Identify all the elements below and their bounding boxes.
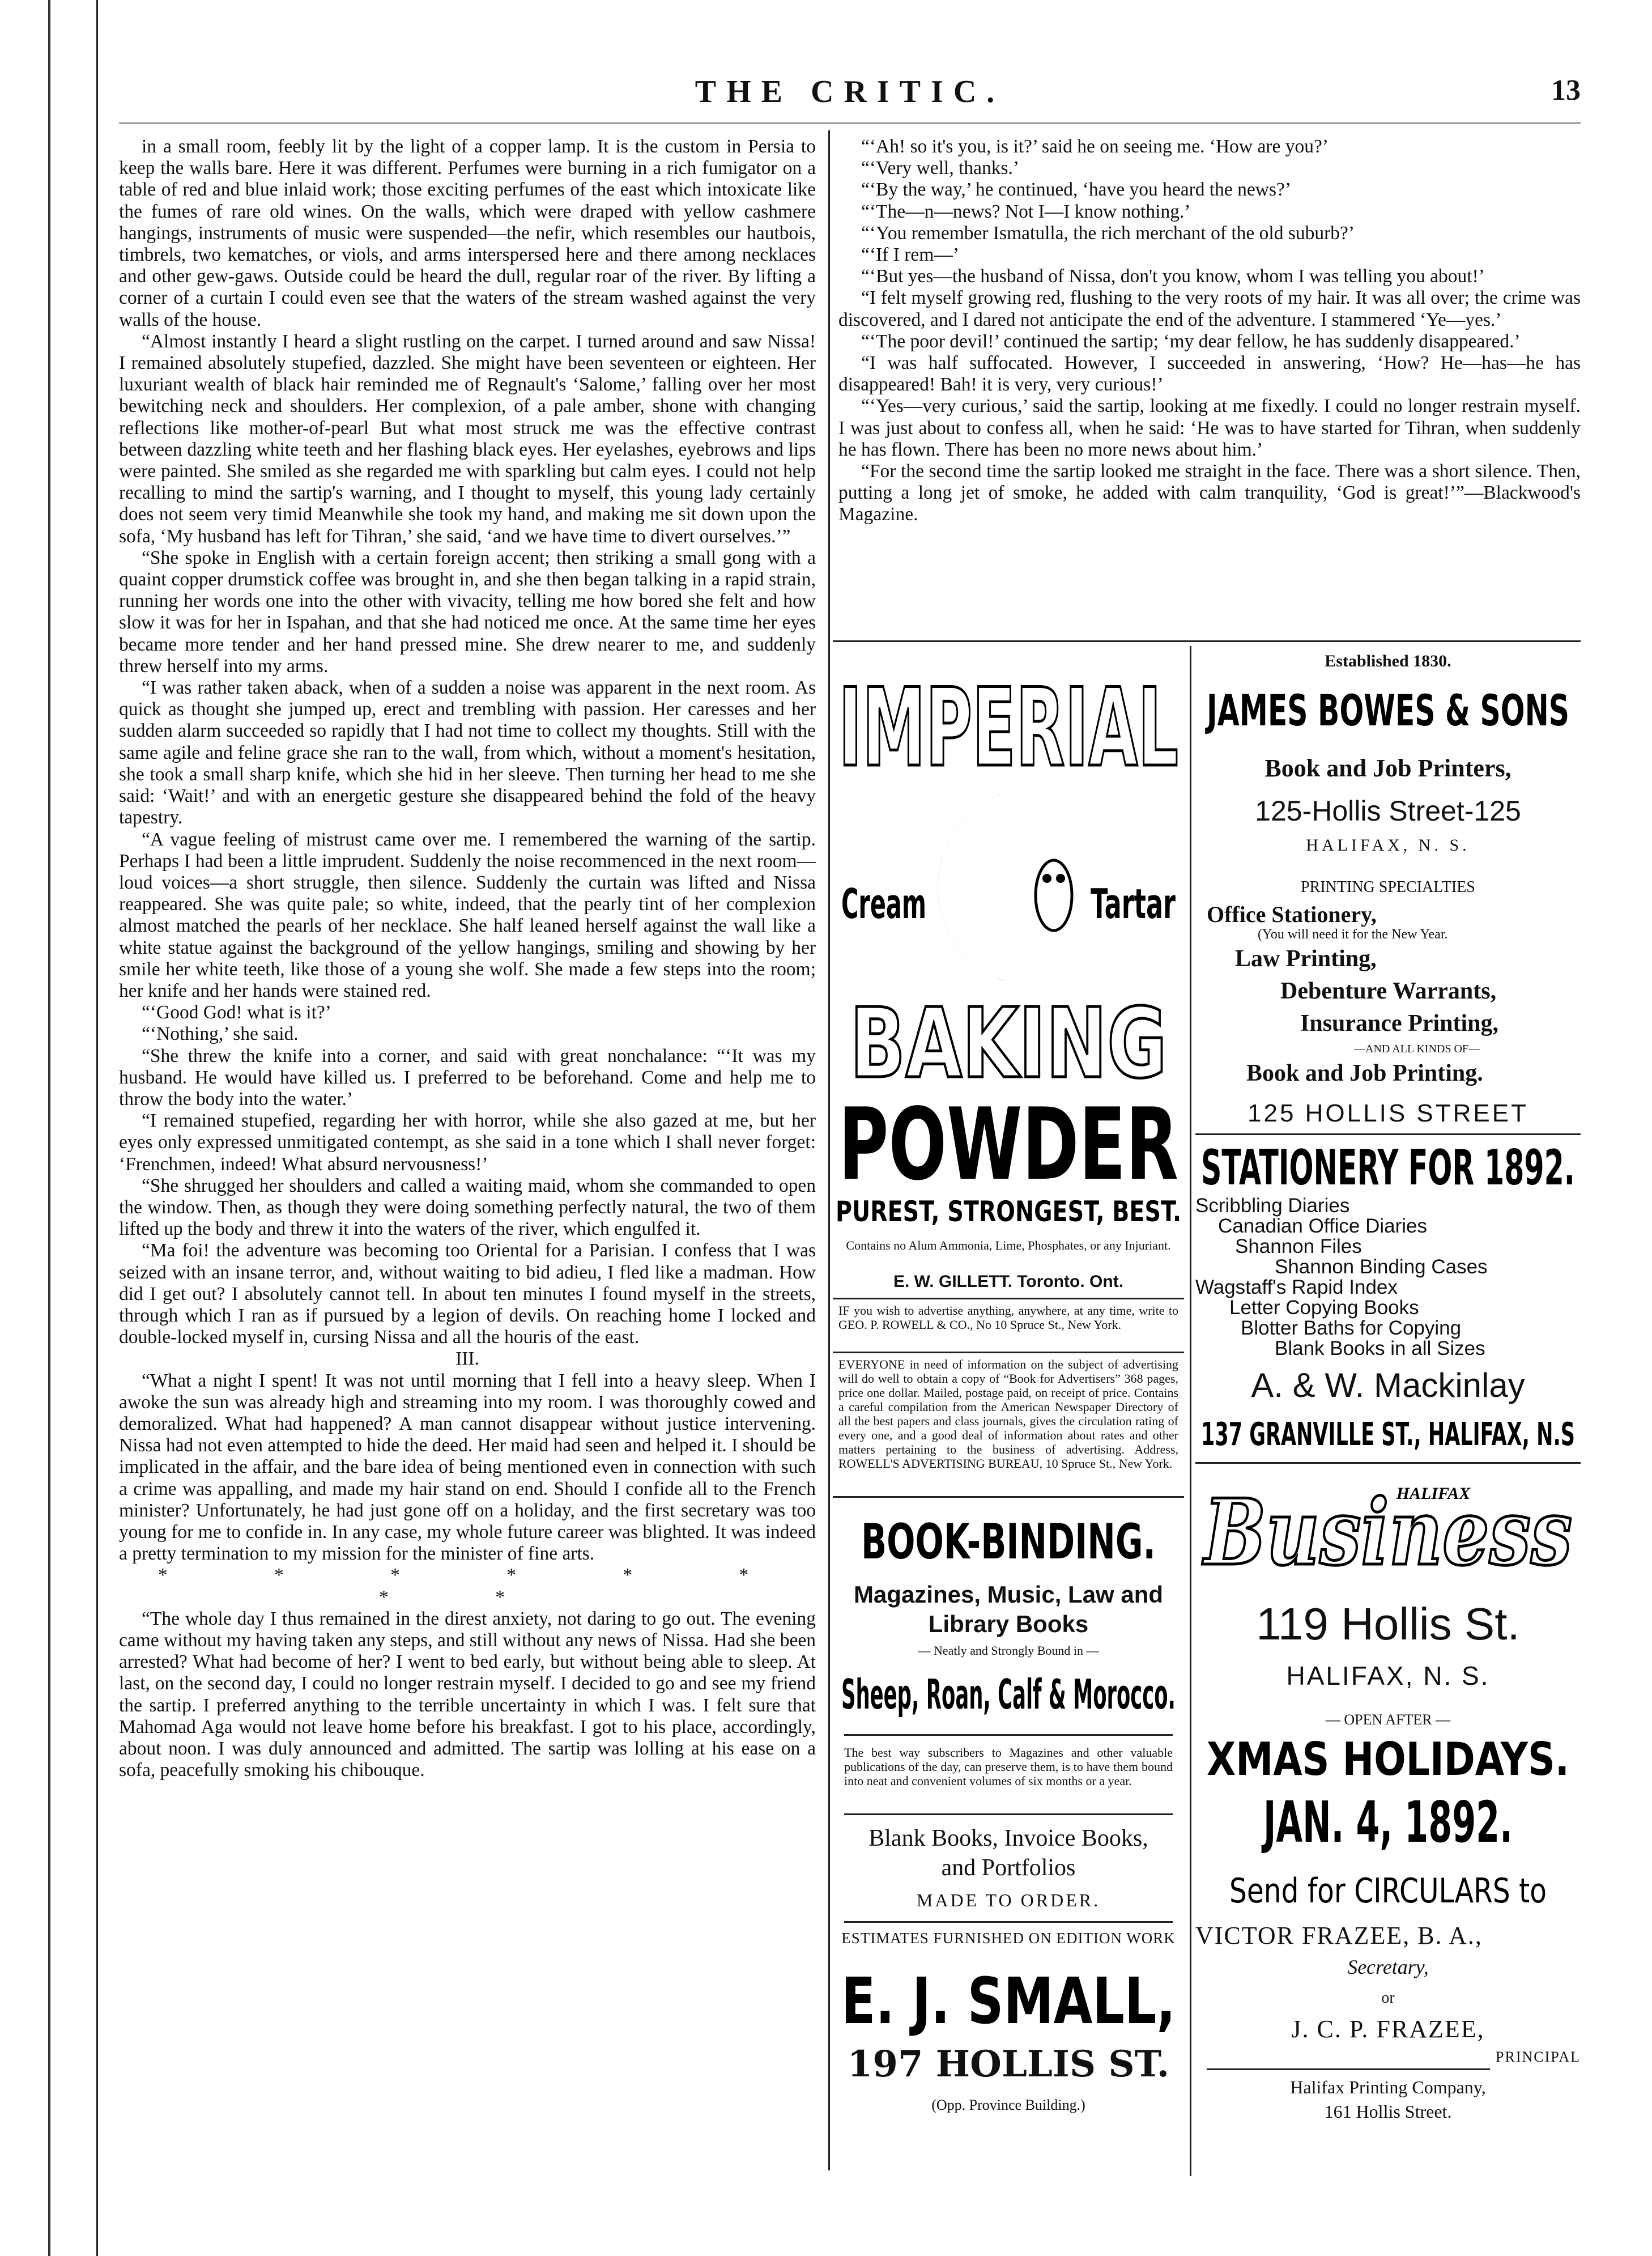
bowes-established: Established 1830. bbox=[1325, 652, 1451, 670]
bookbinding-line1: Magazines, Music, Law and bbox=[853, 1581, 1164, 1608]
bowes-insurance: Insurance Printing, bbox=[1300, 1010, 1499, 1036]
business-college-ad bbox=[1195, 1468, 1581, 2170]
bookbinding-estimates: ESTIMATES FURNISHED ON EDITION WORK bbox=[841, 1930, 1176, 1947]
article-paragraph: “‘By the way,’ he continued, ‘have you heard the news?’ bbox=[861, 179, 1292, 201]
baking-word: BAKING bbox=[850, 988, 1167, 1100]
business-city: HALIFAX, N. S. bbox=[1286, 1661, 1490, 1690]
binding-line bbox=[48, 0, 50, 2256]
ads-divider bbox=[1190, 646, 1191, 2176]
stationery-item: Canadian Office Diaries bbox=[1218, 1215, 1427, 1237]
article-paragraph: “For the second time the sartip looked me straight in the face. There was a short silence. Then, putting a long jet of smoke, he added with calm tranquility, ‘God is great!’”—Blackwood's Magazine. bbox=[838, 461, 1581, 525]
bookbinding-made: MADE TO ORDER. bbox=[916, 1890, 1101, 1910]
bowes-name: JAMES BOWES & SONS bbox=[1204, 685, 1569, 736]
article-paragraph: “‘Nothing,’ she said. bbox=[142, 1023, 299, 1045]
imperial-contains: Contains no Alum Ammonia, Lime, Phosphates, or any Injuriant. bbox=[846, 1238, 1171, 1252]
bookbinding-materials-art bbox=[833, 1663, 1184, 1726]
small-opp: (Opp. Province Building.) bbox=[931, 2097, 1085, 2113]
business-send: Send for CIRCULARS to bbox=[1229, 1871, 1547, 1911]
article-paragraph: “I felt myself growing red, flushing to the very roots of my hair. It was all over; the crime was discovered, and I dared not anticipate the end of the adventure. I stammered ‘Ye—yes.’ bbox=[838, 287, 1581, 330]
owl-icon bbox=[1036, 860, 1072, 931]
bookbinding-materials: Sheep, Roan, Calf & Morocco. bbox=[841, 1671, 1176, 1718]
business-logo-arc: HALIFAX bbox=[1396, 1484, 1471, 1503]
bowes-printers: Book and Job Printers, bbox=[1264, 754, 1512, 782]
business-date-art bbox=[1195, 1791, 1581, 1853]
business-open-after: — OPEN AFTER — bbox=[1325, 1711, 1451, 1728]
header-rule bbox=[119, 122, 1581, 124]
business-title1: Secretary, bbox=[1347, 1956, 1429, 1978]
article-paragraph: “I was half suffocated. However, I succeeded in answering, ‘How? He—has—he has disappeared! Bah! it is very, very curious!’ bbox=[838, 352, 1581, 396]
cream-word: Cream bbox=[841, 880, 926, 928]
bowes-office-note: (You will need it for the New Year. bbox=[1258, 927, 1448, 942]
imperial-brand: IMPERIAL bbox=[838, 665, 1178, 791]
stationery-address-art bbox=[1195, 1411, 1581, 1456]
ads-top-rule bbox=[833, 640, 1581, 642]
article-paragraph: “She spoke in English with a certain foreign accent; then striking a small gong with a quaint copper drumstick coffee was brought in, and she then began talking in a rapid strain, running her words one into the other with vivacity, telling me how bored she felt and how slow it was for her in Ispahan, and that she had noticed me once. At the same time her eyes became more tender and her hand pressed mine. She drew nearer to me, and suddenly threw herself into my arms. bbox=[119, 547, 816, 677]
business-title2: PRINCIPAL bbox=[1496, 2049, 1581, 2065]
small-name: E. J. SMALL, bbox=[841, 1965, 1176, 2038]
article-paragraph: “I remained stupefied, regarding her with horror, while she also gazed at me, but her eyes only expressed unmitigated contempt, as she said in a tone which I shall never forget: ‘Frenchmen, indeed! What absurd nervousness!’ bbox=[119, 1110, 816, 1175]
bowes-address-bar: 125 HOLLIS STREET bbox=[1247, 1099, 1528, 1127]
article-paragraph: “‘Good God! what is it?’ bbox=[142, 1002, 331, 1023]
business-send-art bbox=[1195, 1867, 1581, 1913]
bowes-office: Office Stationery, bbox=[1207, 902, 1377, 927]
business-holidays: XMAS HOLIDAYS. bbox=[1207, 1734, 1569, 1785]
masthead-title: THE CRITIC. bbox=[695, 74, 1005, 109]
article-paragraph: “‘But yes—the husband of Nissa, don't you know, whom I was telling you about!’ bbox=[861, 266, 1485, 287]
article-paragraph: “‘Very well, thanks.’ bbox=[861, 158, 1020, 179]
everyone-ad: EVERYONE in need of information on the subject of advertising will do well to obtain a copy of “Book for Advertisers” 368 pages, price one dollar. Mailed, postage paid, on receipt of price. Contains a careful compilation from the American Newspaper Directory of all the best papers and class journals, gives the circulation rating of every one, and a good deal of information about rates and other matters pertaining to the business of advertising. Address, ROWELL'S ADVERTISING BUREAU, 10 Spruce St., New York. bbox=[838, 1357, 1178, 1471]
stationery-ad bbox=[1195, 1136, 1581, 1459]
article-paragraph: “She shrugged her shoulders and called a waiting maid, whom she commanded to open the window. Then, as though they were doing something perfectly natural, the two of them lifted up the body and threw it into the waters of the river, which engulfed it. bbox=[119, 1175, 816, 1240]
stationery-title: STATIONERY FOR 1892. bbox=[1201, 1140, 1575, 1193]
james-bowes-ad bbox=[1195, 646, 1581, 1128]
business-logo: Business bbox=[1202, 1479, 1572, 1586]
bowes-specialties: PRINTING SPECIALTIES bbox=[1301, 878, 1475, 896]
imperial-bottom-rule bbox=[833, 1298, 1184, 1299]
business-street: 119 Hollis St. bbox=[1256, 1599, 1520, 1649]
stationery-item: Scribbling Diaries bbox=[1195, 1195, 1350, 1217]
bowes-name-art bbox=[1195, 680, 1581, 737]
stationery-bottom-rule bbox=[1195, 1462, 1581, 1464]
article-paragraph: “The whole day I thus remained in the direst anxiety, not daring to go out. The evening came without my having taken any steps, and still without any news of Nissa. Had she been arrested? What had become of her? I went to bed early, but without being able to sleep. At last, on the second day, I could no longer restrain myself. I decided to go and see my friend the sartip. I preferred anything to the terrible uncertainty in which I was. I felt sure that Mahomad Aga would not leave home before his breakfast. I got to his place, accordingly, about noon. I was duly announced and admitted. The sartip was lolling at his ease on a sofa, peacefully smoking his chibouque. bbox=[119, 1608, 816, 1781]
section-heading: III. bbox=[455, 1348, 479, 1370]
article-paragraph: “What a night I spent! It was not until morning that I fell into a heavy sleep. When I awoke the sun was already high and streaming into my room. I was thoroughly cowed and demoralized. What had happened? A man cannot disappear without justice intervening. Nissa had not even attempted to hide the deed. Her maid had seen and helped it. I should be implicated in the affair, and the bare idea of being mentioned even in connection with such a crime was appalling, and made my hair stand on end. Should I confide all to the French minister? Unfortunately, he had just gone off on a holiday, and the first secretary was too young for me to confide in. In any case, my whole future career was blighted. It was indeed a pretty termination to my mission for the minister of fine arts. bbox=[119, 1370, 816, 1565]
stationery-item: Letter Copying Books bbox=[1229, 1297, 1419, 1319]
bookbinding-blank2: and Portfolios bbox=[941, 1855, 1076, 1881]
stationery-item: Shannon Files bbox=[1235, 1235, 1362, 1257]
crescent-moon-icon bbox=[938, 788, 1037, 986]
article-paragraph: “‘Ah! so it's you, is it?’ said he on seeing me. ‘How are you?’ bbox=[861, 136, 1329, 157]
imperial-ad-art bbox=[833, 646, 1184, 1235]
imperial-maker: E. W. GILLETT. Toronto. Ont. bbox=[893, 1272, 1124, 1291]
bowes-debenture: Debenture Warrants, bbox=[1280, 978, 1497, 1004]
article-paragraphs-part-2 bbox=[119, 1370, 816, 1565]
bookbinding-line2: Library Books bbox=[928, 1611, 1089, 1637]
stationery-item-list bbox=[1195, 1196, 1581, 1359]
bookbinding-rule-3 bbox=[844, 1921, 1173, 1923]
everyone-bottom-rule bbox=[833, 1496, 1184, 1498]
article-paragraph: “Almost instantly I heard a slight rustling on the carpet. I turned around and saw Nissa! I remained absolutely stupefied, dazzled. She might have been seventeen or eighteen. Her luxuriant wealth of black hair reminded me of Regnault's ‘Salome,’ falling over her most bewitching neck and shoulders. Her complexion, of a pale amber, shone with changing reflections like mother-of-pearl But what most struck me was the effective contrast between dazzling white teeth and her flashing black eyes. Her eyelashes, eyebrows and lips were painted. She smiled as she regarded me with sparkling but calm eyes. I could not help recalling to mind the sartip's warning, and I thought to myself, this young lady certainly does not seem very timid Meanwhile she took my hand, and making me sit down upon the sofa, ‘My husband has left for Tihran,’ she said, ‘and we have time to divert ourselves.’” bbox=[119, 330, 816, 547]
bowes-law: Law Printing, bbox=[1235, 946, 1377, 972]
bowes-bottom-rule bbox=[1195, 1133, 1581, 1135]
article-paragraph: “‘The—n—news? Not I—I know nothing.’ bbox=[861, 201, 1191, 222]
left-article-column bbox=[119, 136, 816, 1781]
stationery-item: Wagstaff's Rapid Index bbox=[1195, 1276, 1398, 1298]
bowes-city: HALIFAX, N. S. bbox=[1306, 836, 1470, 855]
bookbinding-ad bbox=[833, 1502, 1184, 2153]
bowes-street: 125-Hollis Street-125 bbox=[1255, 795, 1521, 827]
rowell-ad: IF you wish to advertise anything, anywhere, at any time, write to GEO. P. ROWELL & CO., No 10 Spruce St., New York. bbox=[838, 1303, 1178, 1332]
article-paragraph: in a small room, feebly lit by the light of a copper lamp. It is the custom in Persia to keep the walls bare. Here it was different. Perfumes were burning in a rich fumigator on a table of red and blue inlaid work; those exciting perfumes of the east which intoxicate like the fumes of rare old wines. On the walls, which were draped with yellow cashmere hangings, instruments of music were suspended—the nefir, which resembles our hautbois, timbrels, two kematches, or viols, and arms interspersed here and there among necklaces and other gew-gaws. Outside could be heard the dull, regular roar of the river. By lifting a corner of a curtain I could even see that the waters of the stream washed against the very walls of the house. bbox=[119, 136, 816, 330]
powder-word: POWDER bbox=[838, 1087, 1178, 1203]
bookbinding-title-art bbox=[833, 1502, 1184, 1575]
stationery-address: 137 GRANVILLE ST., HALIFAX, N.S bbox=[1201, 1416, 1575, 1453]
article-paragraph: “A vague feeling of mistrust came over me. I remembered the warning of the sartip. Perhaps I had been a little imprudent. Suddenly the noise recommenced in the next room—loud voices—a short struggle, then silence. Suddenly the curtain was lifted and Nissa reappeared. She was quite pale; so white, indeed, that the pearly tint of her complexion almost matched the pearls of her necklace. She half leaned herself against the wall like a white statue against the background of the yellow hangings, smiling and showing by her smile her white teeth, like those of a young she wolf. She made a few steps into the room; her knife and her hands were stained red. bbox=[119, 829, 816, 1001]
article-paragraphs-part-1 bbox=[119, 136, 816, 1348]
bookbinding-line3: — Neatly and Strongly Bound in — bbox=[918, 1643, 1099, 1658]
business-printer-addr: 161 Hollis Street. bbox=[1324, 2101, 1452, 2122]
bookbinding-blank1: Blank Books, Invoice Books, bbox=[868, 1825, 1148, 1851]
stationery-title-art bbox=[1195, 1136, 1581, 1193]
bookbinding-title: BOOK-BINDING. bbox=[861, 1514, 1156, 1570]
bookbinding-rule-2 bbox=[844, 1813, 1173, 1815]
small-address: 197 HOLLIS ST. bbox=[847, 2043, 1170, 2085]
article-paragraph: “I was rather taken aback, when of a sudden a noise was apparent in the next room. As quick as thought she jumped up, erect and trembling with passion. Her caresses and her sudden alarm succeeded so rapidly that I had not time to collect my thoughts. Still with the same agile and feline grace she ran to the wall, from which, without a moment's hesitation, she took a small sharp knife, which she hid in her sleeve. Then turning her head to me she said: ‘Wait!’ and with an energetic gesture she disappeared behind the fold of the heavy tapestry. bbox=[119, 677, 816, 829]
bowes-all-kinds: —AND ALL KINDS OF— bbox=[1354, 1043, 1480, 1055]
page-header bbox=[119, 74, 1581, 113]
stationery-item: Blotter Baths for Copying bbox=[1241, 1317, 1462, 1339]
article-paragraph: “‘The poor devil!’ continued the sartip; ‘my dear fellow, he has suddenly disappeared.’ bbox=[861, 330, 1521, 352]
small-name-art bbox=[833, 1961, 1184, 2040]
article-paragraph: “‘You remember Ismatulla, the rich merchant of the old suburb?’ bbox=[861, 222, 1355, 244]
article-paragraph: “She threw the knife into a corner, and said with great nonchalance: “‘It was my husband. He would have killed us. I preferred to be beforehand. Come and help me to throw the body into the water.’ bbox=[119, 1045, 816, 1110]
section-stars: * * * * * * * * bbox=[157, 1565, 800, 1608]
right-article-column bbox=[838, 136, 1581, 526]
article-paragraphs-part-3 bbox=[119, 1608, 816, 1782]
business-name2: J. C. P. FRAZEE, bbox=[1291, 2015, 1485, 2043]
stationery-item: Blank Books in all Sizes bbox=[1275, 1337, 1485, 1359]
business-logo-art bbox=[1195, 1468, 1581, 1592]
column-divider bbox=[828, 130, 830, 2170]
article-paragraph: “Ma foi! the adventure was becoming too Oriental for a Parisian. I confess that I was seized with an insane terror, and, without waiting to bid adieu, I fled like a madman. How did I get out? I absolutely cannot tell. In about ten minutes I found myself in the streets, through which I ran as if pursued by a legion of devils. On reaching home I locked and double-locked myself in, cursing Nissa and all the houris of the east. bbox=[119, 1240, 816, 1348]
business-rule bbox=[1207, 2068, 1490, 2070]
article-paragraph: “‘If I rem—’ bbox=[861, 244, 959, 266]
business-holidays-art bbox=[1195, 1734, 1581, 1785]
bookbinding-rule-1 bbox=[844, 1734, 1173, 1736]
business-date: JAN. 4, 1892. bbox=[1261, 1791, 1513, 1853]
imperial-tagline: PUREST, STRONGEST, BEST. bbox=[836, 1195, 1181, 1228]
page-binding-edge bbox=[0, 0, 98, 2256]
bookbinding-body: The best way subscribers to Magazines and other valuable publications of the day, can preserve them, is to have them bound into neat and convenient volumes of six months or a year. bbox=[844, 1745, 1173, 1788]
business-name1: VICTOR FRAZEE, B. A., bbox=[1195, 1922, 1483, 1949]
rowell-bottom-rule bbox=[833, 1352, 1184, 1353]
business-or: or bbox=[1381, 1989, 1395, 2007]
stationery-item: Shannon Binding Cases bbox=[1275, 1256, 1488, 1278]
business-printer: Halifax Printing Company, bbox=[1290, 2077, 1486, 2097]
tartar-word: Tartar bbox=[1091, 880, 1176, 928]
stationery-firm: A. & W. Mackinlay bbox=[1251, 1366, 1525, 1404]
bowes-bookjob: Book and Job Printing. bbox=[1246, 1060, 1483, 1086]
imperial-baking-powder-ad bbox=[833, 646, 1184, 1235]
article-paragraph: “‘Yes—very curious,’ said the sartip, looking at me fixedly. I could no longer restrain myself. I was just about to confess all, when he said: ‘He was to have started for Tihran, when suddenly he has flown. There has been no more news about him.’ bbox=[838, 396, 1581, 460]
page-number: 13 bbox=[1551, 74, 1581, 107]
